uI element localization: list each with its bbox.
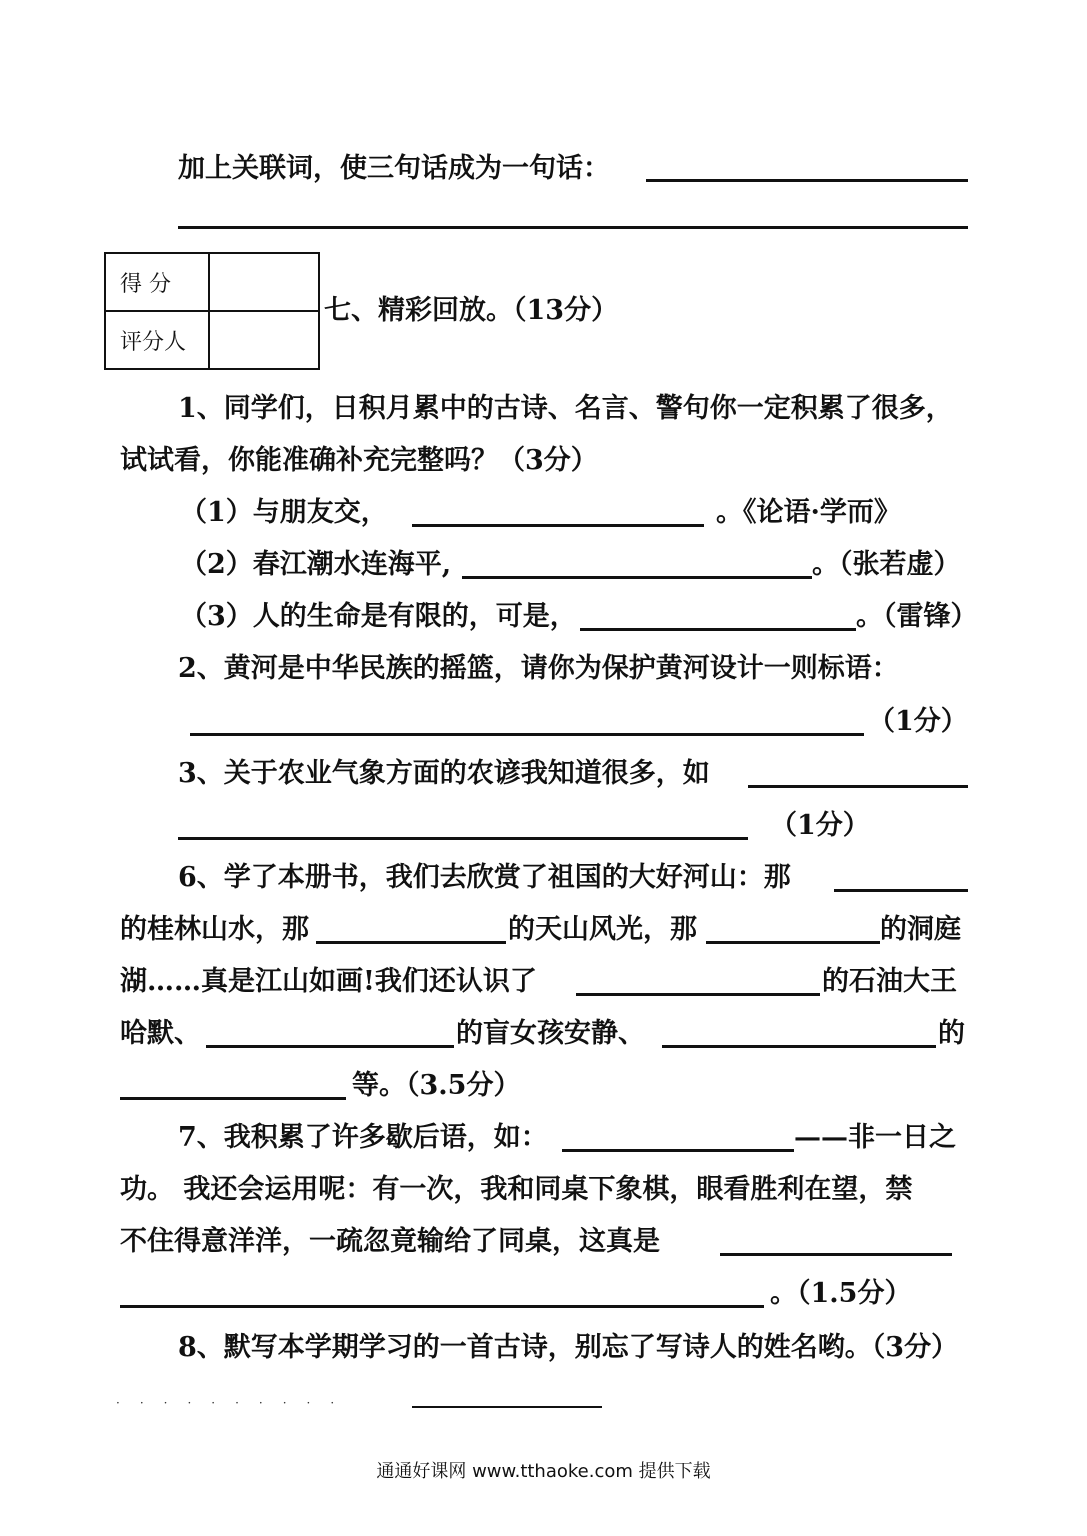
intro-prompt: 加上关联词，使三句话成为一句话： bbox=[178, 153, 610, 184]
answer-line[interactable] bbox=[562, 1149, 794, 1152]
q6-l2c: 的洞庭 bbox=[880, 914, 961, 945]
q6-line1: 6、学了本册书，我们去欣赏了祖国的大好河山：那 bbox=[178, 862, 791, 893]
answer-line[interactable] bbox=[412, 1406, 602, 1408]
q1-item3-prefix: （3）人的生命是有限的，可是， bbox=[180, 601, 577, 632]
q6-l2b: 的天山风光，那 bbox=[508, 914, 697, 945]
grader-cell[interactable] bbox=[209, 311, 319, 369]
answer-line[interactable] bbox=[178, 226, 968, 229]
q1-line1: 1、同学们，日积月累中的古诗、名言、警句你一定积累了很多， bbox=[178, 393, 953, 424]
footer-text: 通通好课网 www.tthaoke.com 提供下载 bbox=[376, 1461, 711, 1482]
q6-l4a: 哈默、 bbox=[120, 1018, 201, 1049]
score-label: 得 分 bbox=[105, 253, 209, 311]
score-cell[interactable] bbox=[209, 253, 319, 311]
q1-item3-suffix: 。（雷锋） bbox=[856, 601, 978, 632]
q1-item1-suffix: 。《论语·学而》 bbox=[716, 497, 901, 528]
grader-label: 评分人 bbox=[105, 311, 209, 369]
q6-l2a: 的桂林山水，那 bbox=[120, 914, 309, 945]
q1-line2: 试试看，你能准确补充完整吗？（3分） bbox=[120, 445, 598, 476]
answer-line[interactable] bbox=[662, 1045, 936, 1048]
q3-score: （1分） bbox=[770, 810, 870, 841]
q2-score: （1分） bbox=[868, 706, 968, 737]
q1-item2-prefix: （2）春江潮水连海平, bbox=[180, 549, 452, 580]
q6-l5: 等。（3.5分） bbox=[352, 1070, 521, 1101]
q7-l4: 。（1.5分） bbox=[770, 1278, 912, 1309]
q6-l4b: 的盲女孩安静、 bbox=[456, 1018, 645, 1049]
q7-line3: 不住得意洋洋，一疏忽竟输给了同桌，这真是 bbox=[120, 1226, 660, 1257]
q1-item2-suffix: 。（张若虚） bbox=[812, 549, 961, 580]
answer-line[interactable] bbox=[206, 1045, 454, 1048]
answer-line[interactable] bbox=[706, 941, 880, 944]
answer-line[interactable] bbox=[646, 179, 968, 182]
q2-text: 2、黄河是中华民族的摇篮，请你为保护黄河设计一则标语： bbox=[178, 653, 899, 684]
q8-text: 8、默写本学期学习的一首古诗，别忘了写诗人的姓名哟。（3分） bbox=[178, 1332, 959, 1363]
q1-item1-prefix: （1）与朋友交， bbox=[180, 497, 388, 528]
answer-line[interactable] bbox=[412, 524, 704, 527]
answer-line[interactable] bbox=[120, 1305, 764, 1308]
answer-line[interactable] bbox=[316, 941, 506, 944]
answer-line[interactable] bbox=[120, 1097, 346, 1100]
dotted-line: ·········· bbox=[116, 1396, 355, 1410]
q6-l4c: 的 bbox=[938, 1018, 965, 1049]
q6-l3a: 湖……真是江山如画!我们还认识了 bbox=[120, 966, 537, 997]
q7-l1b: ——非一日之 bbox=[794, 1122, 956, 1153]
answer-line[interactable] bbox=[178, 837, 748, 840]
score-box bbox=[104, 252, 320, 370]
section-title: 七、精彩回放。（13分） bbox=[324, 295, 619, 326]
answer-line[interactable] bbox=[834, 889, 968, 892]
q3-text: 3、关于农业气象方面的农谚我知道很多，如 bbox=[178, 758, 710, 789]
answer-line[interactable] bbox=[462, 576, 812, 579]
q7-l1a: 7、我积累了许多歇后语，如： bbox=[178, 1122, 548, 1153]
answer-line[interactable] bbox=[748, 785, 968, 788]
answer-line[interactable] bbox=[720, 1253, 952, 1256]
answer-line[interactable] bbox=[580, 628, 856, 631]
q6-l3b: 的石油大王 bbox=[822, 966, 957, 997]
answer-line[interactable] bbox=[190, 733, 864, 736]
q7-line2: 功。 我还会运用呢：有一次，我和同桌下象棋，眼看胜利在望，禁 bbox=[120, 1174, 913, 1205]
answer-line[interactable] bbox=[576, 993, 820, 996]
